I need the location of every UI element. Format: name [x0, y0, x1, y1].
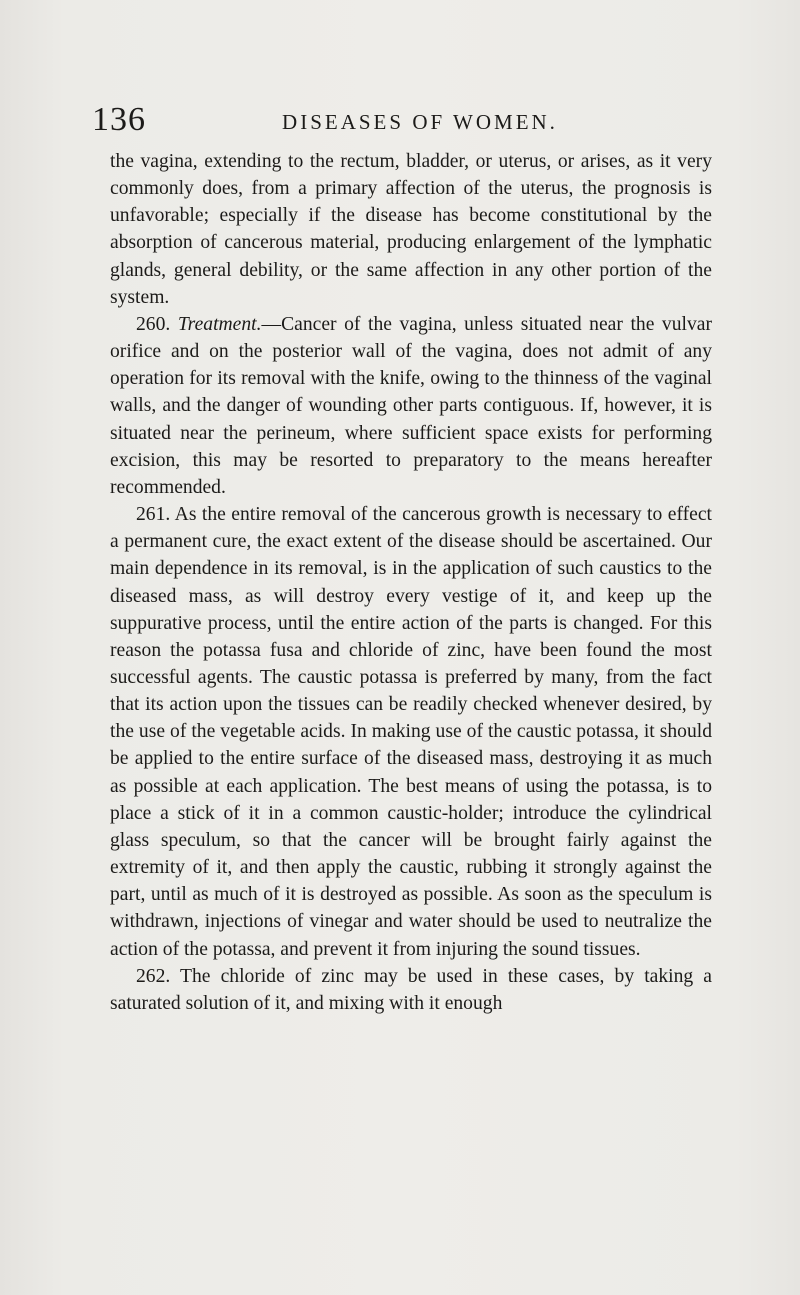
section-number: 261.	[136, 504, 171, 526]
body-text	[110, 148, 712, 1017]
paragraph-261	[110, 501, 712, 963]
page-number: 136	[92, 101, 146, 138]
section-number: 260.	[136, 313, 171, 335]
section-heading: Treatment.	[177, 313, 262, 335]
paragraph-text: The chloride of zinc may be used in these cases, by taking a saturated solution of it, and mixing with it enough	[110, 965, 712, 1014]
running-title: DISEASES OF WOMEN.	[282, 110, 558, 134]
section-number: 262.	[136, 965, 171, 987]
paragraph-text: —Cancer of the vagina, unless situated near the vulvar orifice and on the posterior wall of the vagina, does not admit of any operation for its removal with the knife, owing to the thinness of the vaginal walls, and the danger of wounding other parts contiguous. If, however, it is situated near the perineum, where sufficient space exists for performing excision, this may be resorted to preparatory to the means hereafter recommended.	[110, 313, 712, 498]
paragraph-text: As the entire removal of the cancerous growth is necessary to effect a permanent cure, the exact extent of the disease should be ascertained. Our main dependence in its removal, is in the application of such caustics to the diseased mass, as will destroy every vestige of it, and keep up the suppurative process, until the entire action of the parts is changed. For this reason the potassa fusa and chloride of zinc, have been found the most successful agents. The caustic potassa is preferred by many, from the fact that its action upon the tissues can be readily checked whenever desired, by the use of the vegetable acids. In making use of the caustic potassa, it should be applied to the entire surface of the diseased mass, destroying it as much as possible at each application. The best means of using the potassa, is to place a stick of it in a common caustic-holder; introduce the cylindrical glass speculum, so that the cancer will be brought fairly against the extremity of it, and then apply the caustic, rubbing it strongly against the part, until as much of it is destroyed as possible. As soon as the speculum is withdrawn, injections of vinegar and water should be used to neutralize the action of the potassa, and prevent it from injuring the sound tissues.	[110, 504, 712, 960]
paragraph-260	[110, 311, 712, 501]
page-header	[92, 98, 708, 142]
paragraph-continuation: the vagina, extending to the rectum, bladder, or uterus, or arises, as it very commonly does, from a primary affection of the uterus, the prognosis is unfavorable; especially if the disease has become constitutional by the absorption of cancerous material, producing enlargement of the lymphatic glands, general debility, or the same affection in any other portion of the system.	[110, 151, 712, 308]
paragraph-262	[110, 963, 712, 1017]
